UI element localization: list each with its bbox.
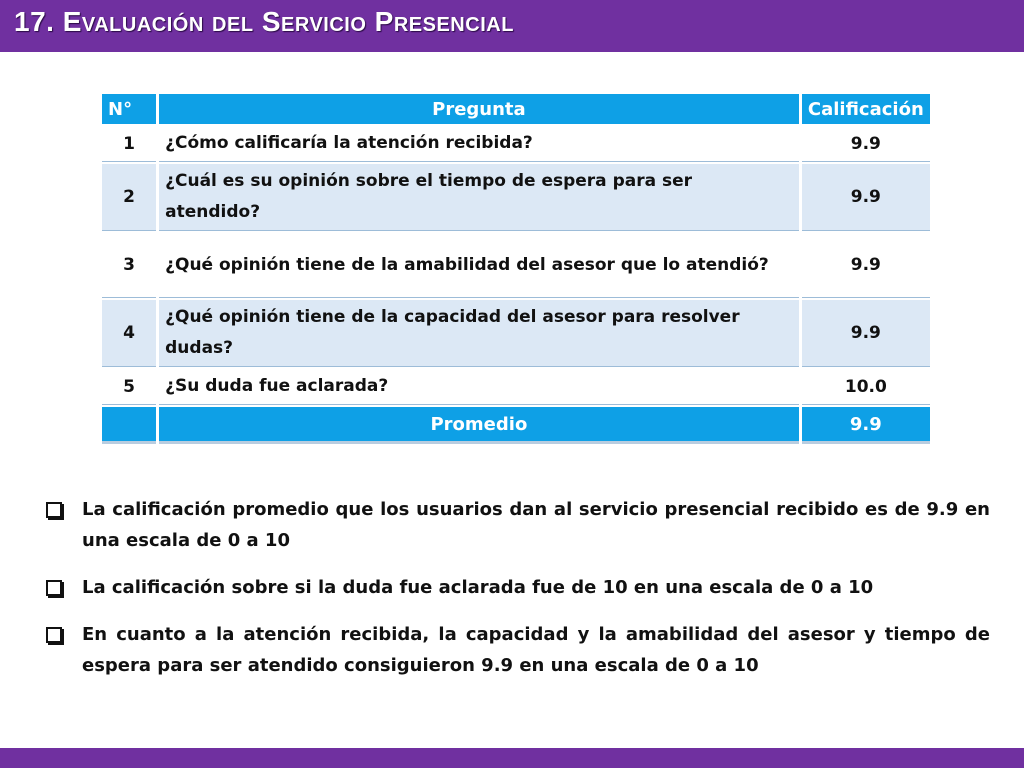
row-question: ¿Cómo calificaría la atención recibida? bbox=[159, 126, 799, 162]
header-question: Pregunta bbox=[159, 94, 799, 124]
row-score: 9.9 bbox=[802, 300, 930, 367]
bullet-item bbox=[42, 619, 990, 681]
row-score: 9.9 bbox=[802, 126, 930, 162]
evaluation-table bbox=[99, 92, 933, 446]
slide-title: 17. Evaluación del Servicio Presencial bbox=[14, 6, 514, 37]
table-row bbox=[102, 126, 930, 162]
row-question: ¿Cuál es su opinión sobre el tiempo de espera para ser atendido? bbox=[159, 164, 799, 231]
row-number: 3 bbox=[102, 233, 156, 298]
checkbox-bullet-icon bbox=[46, 627, 62, 643]
table-row bbox=[102, 300, 930, 367]
table-row bbox=[102, 369, 930, 405]
bullet-text: La calificación promedio que los usuarios dan al servicio presencial recibido es de 9.9 en una escala de 0 a 10 bbox=[82, 499, 990, 551]
row-number: 5 bbox=[102, 369, 156, 405]
row-number: 1 bbox=[102, 126, 156, 162]
row-question: ¿Qué opinión tiene de la amabilidad del asesor que lo atendió? bbox=[159, 233, 799, 298]
bullet-text: En cuanto a la atención recibida, la capacidad y la amabilidad del asesor y tiempo de espera para ser atendido consiguieron 9.9 en una escala de 0 a 10 bbox=[82, 624, 990, 676]
row-score: 10.0 bbox=[802, 369, 930, 405]
row-question: ¿Qué opinión tiene de la capacidad del asesor para resolver dudas? bbox=[159, 300, 799, 367]
row-question: ¿Su duda fue aclarada? bbox=[159, 369, 799, 405]
summary-bullets bbox=[42, 494, 990, 697]
average-spacer bbox=[102, 407, 156, 444]
checkbox-bullet-icon bbox=[46, 580, 62, 596]
row-number: 2 bbox=[102, 164, 156, 231]
row-score: 9.9 bbox=[802, 233, 930, 298]
bottom-bar bbox=[0, 748, 1024, 768]
average-label: Promedio bbox=[159, 407, 799, 444]
bullet-text: La calificación sobre si la duda fue aclarada fue de 10 en una escala de 0 a 10 bbox=[82, 577, 874, 598]
title-bar bbox=[0, 0, 1024, 52]
table-header-row bbox=[102, 94, 930, 124]
header-score: Calificación bbox=[802, 94, 930, 124]
row-number: 4 bbox=[102, 300, 156, 367]
bullet-item bbox=[42, 572, 990, 603]
evaluation-table-container bbox=[102, 92, 933, 446]
average-row bbox=[102, 407, 930, 444]
header-number: N° bbox=[102, 94, 156, 124]
bullet-item bbox=[42, 494, 990, 556]
table-row bbox=[102, 233, 930, 298]
row-score: 9.9 bbox=[802, 164, 930, 231]
checkbox-bullet-icon bbox=[46, 502, 62, 518]
average-score: 9.9 bbox=[802, 407, 930, 444]
table-row bbox=[102, 164, 930, 231]
